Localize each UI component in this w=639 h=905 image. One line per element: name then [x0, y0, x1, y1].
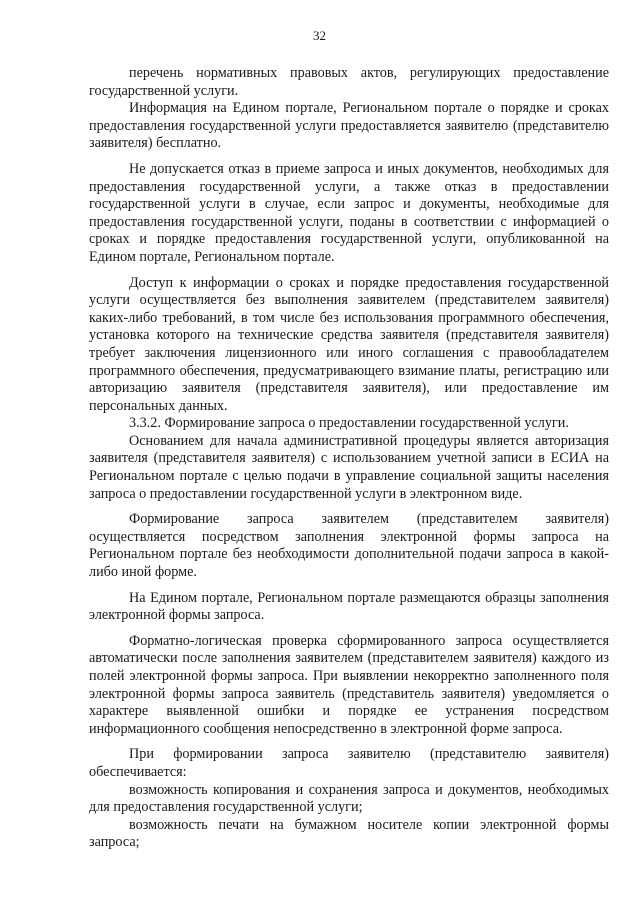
paragraph-procedure-basis: Основанием для начала административной процедуры является авторизация заявителя (представителя заявителя) с использованием учетной записи в ЕСИА на Региональном портале с целью подачи в управление социальной защиты населения запроса о предоставлении государственной услуги в электронном виде. — [89, 432, 609, 502]
paragraph-provisions-intro: При формировании запроса заявителю (представителю заявителя) обеспечивается: — [89, 746, 609, 780]
list-item-print-copy: возможность печати на бумажном носителе копии электронной формы запроса; — [89, 816, 609, 851]
paragraph-form-samples: На Едином портале, Региональном портале размещаются образцы заполнения электронной формы запроса. — [89, 589, 609, 624]
paragraph-request-formation: Формирование запроса заявителем (представителем заявителя) осуществляется посредством заполнения электронной формы запроса на Региональном портале без необходимости дополнительной подачи запроса в какой-либо иной форме. — [89, 511, 609, 581]
paragraph-refusal-not-allowed: Не допускается отказ в приеме запроса и иных документов, необходимых для предоставления государственной услуги, а также отказ в предоставлении государственной услуги в случае, если запрос и документы, необходимые для предоставления государственной услуги, поданы в соответствии с информацией о сроках и порядке предоставления государственной услуги, опубликованной на Едином портале, Региональном портале. — [89, 160, 609, 265]
section-heading-3-3-2: 3.3.2. Формирование запроса о предоставлении государственной услуги. — [129, 415, 569, 432]
paragraph-regulatory-acts-list: перечень нормативных правовых актов, регулирующих предоставление государственной услуги. — [89, 65, 609, 99]
paragraph-info-free-of-charge: Информация на Едином портале, Региональном портале о порядке и сроках предоставления государственной услуги предоставляется заявителю (представителю заявителя) бесплатно. — [89, 100, 609, 152]
paragraph-format-logic-check: Форматно-логическая проверка сформированного запроса осуществляется автоматически после заполнения заявителем (представителем заявителя) каждого из полей электронной формы запроса. При выявлении некорректно заполненного поля электронной формы запроса заявитель (представитель заявителя) уведомляется о характере выявленной ошибки и порядке ее устранения посредством информационного сообщения непосредственно в электронной форме запроса. — [89, 632, 609, 737]
page-number: 32 — [313, 28, 326, 43]
list-item-copy-and-save: возможность копирования и сохранения запроса и документов, необходимых для предоставления государственной услуги; — [89, 781, 609, 816]
paragraph-access-to-information: Доступ к информации о сроках и порядке предоставления государственной услуги осуществляется без выполнения заявителем (представителем заявителя) каких-либо требований, в том числе без использования программного обеспечения, установка которого на технические средства заявителя (представителя заявителя) требует заключения лицензионного или иного соглашения с правообладателем программного обеспечения, предусматривающего взимание платы, регистрацию или авторизацию заявителя (представителя заявителя), или предоставление им персональных данных. — [89, 274, 609, 414]
document-body — [89, 65, 609, 852]
